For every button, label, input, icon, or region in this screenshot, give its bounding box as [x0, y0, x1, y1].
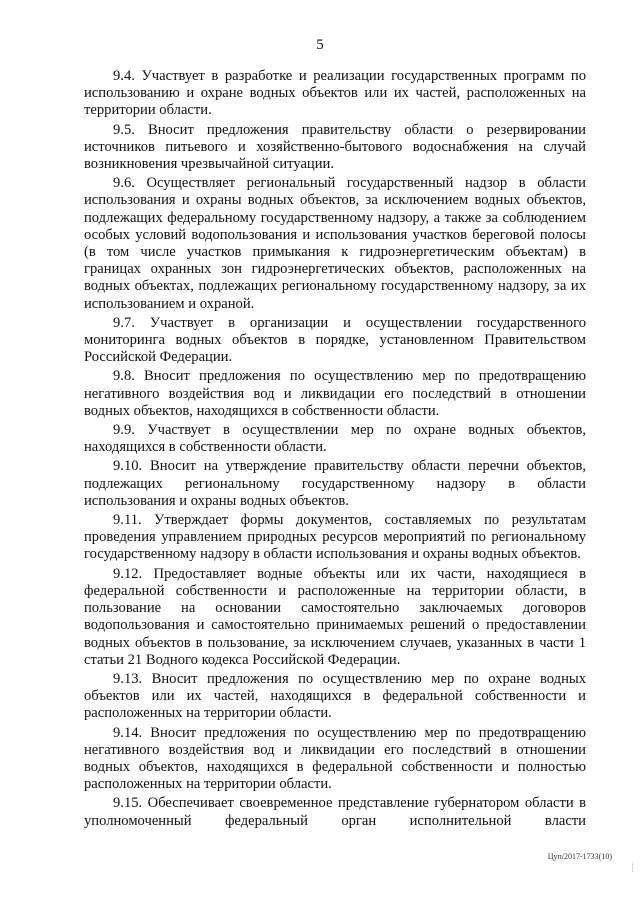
paragraph-9-9: 9.9. Участвует в осуществлении мер по охране водных объектов, находящихся в собственности области. [84, 422, 586, 456]
paragraph-9-6: 9.6. Осуществляет региональный государственный надзор в области использования и охраны водных объектов, за исключением водных объектов, подлежащих федеральному государственному надзору, а также за соблюдением особых условий водопользования и использования участков береговой полосы (в том числе участков примыкания к гидроэнергетическим объектам) в границах охранных зон гидроэнергетических объектов, расположенных на водных объектах, подлежащих региональному государственному надзору, за их использованием и охраной. [84, 175, 586, 312]
scan-edge-mark: ....... [630, 862, 636, 873]
paragraph-9-10: 9.10. Вносит на утверждение правительству области перечни объектов, подлежащих региональному государственному надзору в области использования и охраны водных объектов. [84, 458, 586, 509]
paragraph-9-8: 9.8. Вносит предложения по осуществлению мер по предотвращению негативного воздействия вод и ликвидации его последствий в отношении водных объектов, находящихся в собственности области. [84, 368, 586, 419]
document-code: Цуп/2017-1733(10) [547, 852, 612, 861]
page-number: 5 [316, 37, 324, 53]
paragraph-9-15: 9.15. Обеспечивает своевременное представление губернатором области в уполномоченный федеральный орган исполнительной власти [84, 795, 586, 829]
paragraph-9-4: 9.4. Участвует в разработке и реализации государственных программ по использованию и охране водных объектов или их частей, расположенных на территории области. [84, 68, 586, 119]
document-body [84, 68, 586, 832]
paragraph-9-14: 9.14. Вносит предложения по осуществлению мер по предотвращению негативного воздействия вод и ликвидации его последствий в отношении водных объектов, находящихся в федеральной собственности и полностью расположенных на территории области. [84, 724, 586, 793]
paragraph-9-11: 9.11. Утверждает формы документов, составляемых по результатам проведения управлением природных ресурсов мероприятий по региональному государственному надзору в области использования и охраны водных объектов. [84, 512, 586, 563]
paragraph-9-5: 9.5. Вносит предложения правительству области о резервировании источников питьевого и хозяйственно-бытового водоснабжения на случай возникновения чрезвычайной ситуации. [84, 121, 586, 173]
paragraph-9-13: 9.13. Вносит предложения по осуществлению мер по охране водных объектов или их частей, находящихся в федеральной собственности и расположенных на территории области. [84, 670, 586, 722]
paragraph-9-12: 9.12. Предоставляет водные объекты или их части, находящиеся в федеральной собственности и расположенные на территории области, в пользование на основании самостоятельно заключаемых договоров водопользования и самостоятельно принимаемых решений о предоставлении водных объектов в пользование, за исключением случаев, указанных в части 1 статьи 21 Водного кодекса Российской Федерации. [84, 565, 586, 668]
paragraph-9-7: 9.7. Участвует в организации и осуществлении государственного мониторинга водных объектов в порядке, установленном Правительством Российской Федерации. [84, 314, 586, 366]
